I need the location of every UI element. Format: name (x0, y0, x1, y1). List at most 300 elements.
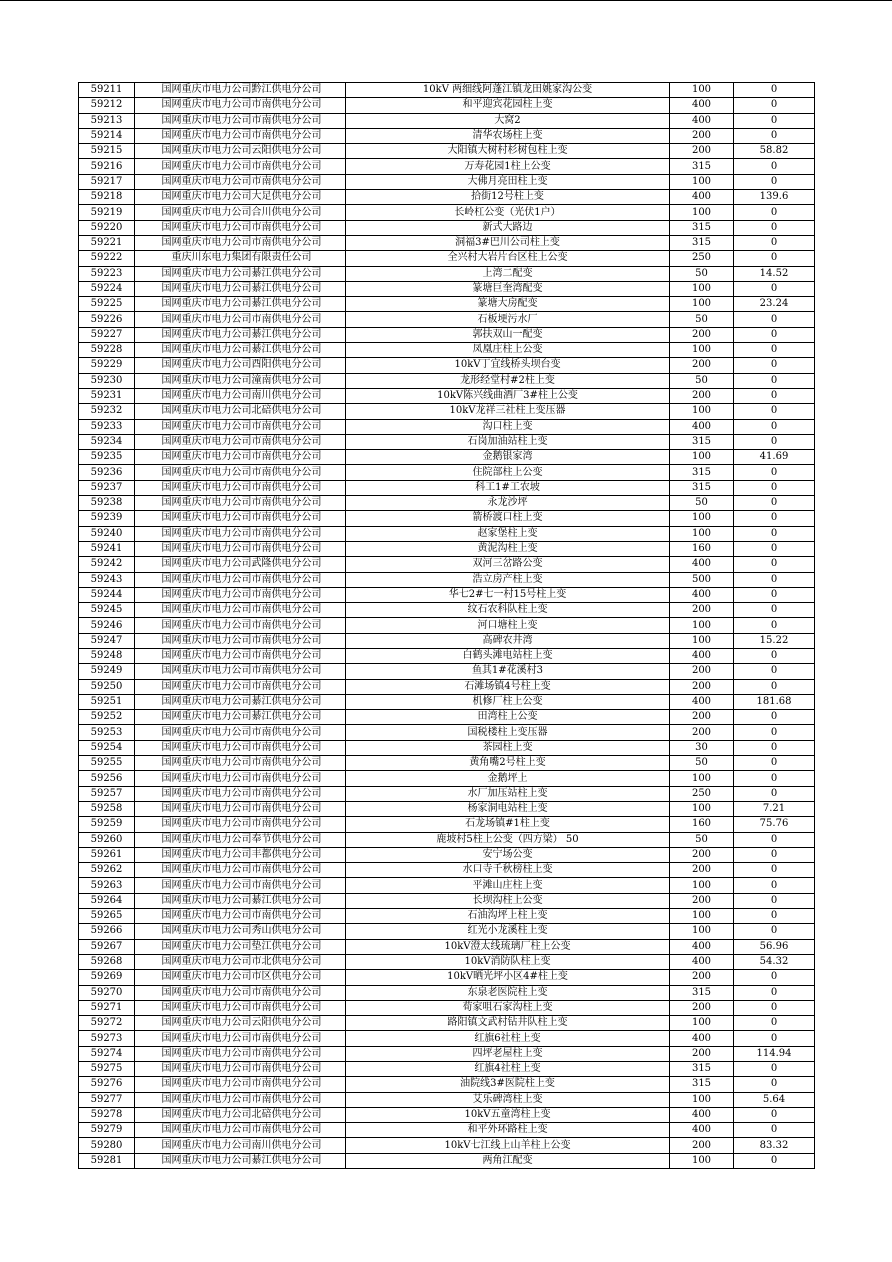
capacity-cell: 400 (670, 939, 734, 954)
value-cell: 0 (734, 251, 815, 266)
transformer-name-cell: 田湾柱上公变 (346, 710, 670, 725)
table-row (79, 1031, 815, 1046)
capacity-cell: 30 (670, 740, 734, 755)
capacity-cell: 200 (670, 1046, 734, 1061)
row-id-cell: 59273 (79, 1031, 135, 1046)
company-name-cell: 国网重庆市电力公司市南供电分公司 (135, 985, 346, 1000)
transformer-name-cell: 杨家洞电站柱上变 (346, 801, 670, 816)
row-id-cell: 59278 (79, 1107, 135, 1122)
table-row (79, 801, 815, 816)
transformer-name-cell: 路阳镇文武村钻井队柱上变 (346, 1016, 670, 1031)
table-row (79, 970, 815, 985)
capacity-cell: 200 (670, 1138, 734, 1153)
table-row (79, 557, 815, 572)
value-cell: 0 (734, 388, 815, 403)
company-name-cell: 国网重庆市电力公司大足供电分公司 (135, 190, 346, 205)
row-id-cell: 59267 (79, 939, 135, 954)
capacity-cell: 400 (670, 1031, 734, 1046)
company-name-cell: 国网重庆市电力公司市南供电分公司 (135, 725, 346, 740)
row-id-cell: 59213 (79, 113, 135, 128)
capacity-cell: 100 (670, 281, 734, 296)
value-cell: 0 (734, 970, 815, 985)
capacity-cell: 200 (670, 679, 734, 694)
value-cell: 0 (734, 664, 815, 679)
transformer-name-cell: 华七2#七一村15号柱上变 (346, 587, 670, 602)
table-row (79, 587, 815, 602)
capacity-cell: 200 (670, 128, 734, 143)
table-row (79, 924, 815, 939)
company-name-cell: 国网重庆市电力公司市南供电分公司 (135, 633, 346, 648)
capacity-cell: 100 (670, 909, 734, 924)
transformer-name-cell: 国税楼柱上变压器 (346, 725, 670, 740)
table-row (79, 771, 815, 786)
value-cell: 0 (734, 985, 815, 1000)
row-id-cell: 59233 (79, 419, 135, 434)
row-id-cell: 59224 (79, 281, 135, 296)
capacity-cell: 400 (670, 648, 734, 663)
transformer-name-cell: 全兴村大岩片台区柱上公变 (346, 251, 670, 266)
table-row (79, 1046, 815, 1061)
company-name-cell: 国网重庆市电力公司市南供电分公司 (135, 526, 346, 541)
transformer-name-cell: 篆塘大房配变 (346, 297, 670, 312)
transformer-name-cell: 住院部柱上公变 (346, 465, 670, 480)
company-name-cell: 国网重庆市电力公司市南供电分公司 (135, 450, 346, 465)
company-name-cell: 国网重庆市电力公司市南供电分公司 (135, 235, 346, 250)
value-cell: 0 (734, 1062, 815, 1077)
capacity-cell: 50 (670, 266, 734, 281)
capacity-cell: 400 (670, 190, 734, 205)
transformer-name-cell: 大窝2 (346, 113, 670, 128)
table-row (79, 1123, 815, 1138)
row-id-cell: 59254 (79, 740, 135, 755)
row-id-cell: 59246 (79, 618, 135, 633)
capacity-cell: 400 (670, 113, 734, 128)
company-name-cell: 国网重庆市电力公司合川供电分公司 (135, 205, 346, 220)
table-row (79, 526, 815, 541)
company-name-cell: 国网重庆市电力公司云阳供电分公司 (135, 1016, 346, 1031)
capacity-cell: 100 (670, 450, 734, 465)
transformer-name-cell: 石油沟坪上柱上变 (346, 909, 670, 924)
table-row (79, 281, 815, 296)
value-cell: 0 (734, 924, 815, 939)
row-id-cell: 59229 (79, 358, 135, 373)
company-name-cell: 国网重庆市电力公司市南供电分公司 (135, 480, 346, 495)
capacity-cell: 50 (670, 756, 734, 771)
company-name-cell: 国网重庆市电力公司綦江供电分公司 (135, 893, 346, 908)
transformer-name-cell: 石板埂污水厂 (346, 312, 670, 327)
value-cell: 0 (734, 557, 815, 572)
value-cell: 0 (734, 83, 815, 98)
transformer-name-cell: 纹石农科队柱上变 (346, 603, 670, 618)
table-row (79, 954, 815, 969)
company-name-cell: 国网重庆市电力公司市南供电分公司 (135, 863, 346, 878)
transformer-name-cell: 金鹅坪上 (346, 771, 670, 786)
capacity-cell: 50 (670, 312, 734, 327)
company-name-cell: 重庆川东电力集团有限责任公司 (135, 251, 346, 266)
capacity-cell: 100 (670, 511, 734, 526)
value-cell: 41.69 (734, 450, 815, 465)
capacity-cell: 100 (670, 618, 734, 633)
transformer-name-cell: 黄泥沟柱上变 (346, 541, 670, 556)
row-id-cell: 59276 (79, 1077, 135, 1092)
table-row (79, 817, 815, 832)
capacity-cell: 400 (670, 587, 734, 602)
company-name-cell: 国网重庆市电力公司市南供电分公司 (135, 771, 346, 786)
capacity-cell: 250 (670, 251, 734, 266)
value-cell: 0 (734, 419, 815, 434)
table-row (79, 159, 815, 174)
company-name-cell: 国网重庆市电力公司市南供电分公司 (135, 909, 346, 924)
transformer-name-cell: 红旗4社柱上变 (346, 1062, 670, 1077)
company-name-cell: 国网重庆市电力公司市南供电分公司 (135, 648, 346, 663)
capacity-cell: 400 (670, 694, 734, 709)
transformer-name-cell: 10kV晒光坪小区4#柱上变 (346, 970, 670, 985)
company-name-cell: 国网重庆市电力公司市南供电分公司 (135, 1000, 346, 1015)
row-id-cell: 59253 (79, 725, 135, 740)
row-id-cell: 59271 (79, 1000, 135, 1015)
capacity-cell: 100 (670, 343, 734, 358)
company-name-cell: 国网重庆市电力公司綦江供电分公司 (135, 327, 346, 342)
value-cell: 0 (734, 710, 815, 725)
table-row (79, 205, 815, 220)
transformer-name-cell: 高碑农井湾 (346, 633, 670, 648)
company-name-cell: 国网重庆市电力公司綦江供电分公司 (135, 710, 346, 725)
capacity-cell: 200 (670, 863, 734, 878)
row-id-cell: 59237 (79, 480, 135, 495)
value-cell: 0 (734, 1123, 815, 1138)
table-row (79, 511, 815, 526)
transformer-name-cell: 荀家咀石家沟柱上变 (346, 1000, 670, 1015)
row-id-cell: 59244 (79, 587, 135, 602)
value-cell: 0 (734, 648, 815, 663)
value-cell: 5.64 (734, 1092, 815, 1107)
row-id-cell: 59280 (79, 1138, 135, 1153)
table-row (79, 939, 815, 954)
company-name-cell: 国网重庆市电力公司丰都供电分公司 (135, 847, 346, 862)
company-name-cell: 国网重庆市电力公司市南供电分公司 (135, 740, 346, 755)
row-id-cell: 59252 (79, 710, 135, 725)
capacity-cell: 200 (670, 725, 734, 740)
table-row (79, 419, 815, 434)
table-row (79, 235, 815, 250)
transformer-name-cell: 安宁场公变 (346, 847, 670, 862)
value-cell: 0 (734, 205, 815, 220)
value-cell: 114.94 (734, 1046, 815, 1061)
value-cell: 0 (734, 786, 815, 801)
row-id-cell: 59212 (79, 98, 135, 113)
transformer-name-cell: 10kV 两细线阿蓬江镇龙田姚家沟公变 (346, 83, 670, 98)
transformer-name-cell: 白鹤头滩电站柱上变 (346, 648, 670, 663)
capacity-cell: 315 (670, 1062, 734, 1077)
row-id-cell: 59230 (79, 373, 135, 388)
company-name-cell: 国网重庆市电力公司武隆供电分公司 (135, 557, 346, 572)
transformer-name-cell: 10kV五童湾柱上变 (346, 1107, 670, 1122)
row-id-cell: 59269 (79, 970, 135, 985)
table-row (79, 1138, 815, 1153)
table-row (79, 480, 815, 495)
capacity-cell: 100 (670, 1016, 734, 1031)
row-id-cell: 59243 (79, 572, 135, 587)
capacity-cell: 200 (670, 388, 734, 403)
value-cell: 0 (734, 1077, 815, 1092)
table-row (79, 1062, 815, 1077)
table-row (79, 633, 815, 648)
table-row (79, 893, 815, 908)
row-id-cell: 59258 (79, 801, 135, 816)
transformer-name-cell: 和平外环路柱上变 (346, 1123, 670, 1138)
capacity-cell: 200 (670, 358, 734, 373)
value-cell: 23.24 (734, 297, 815, 312)
company-name-cell: 国网重庆市电力公司市南供电分公司 (135, 1031, 346, 1046)
table-row (79, 312, 815, 327)
row-id-cell: 59265 (79, 909, 135, 924)
value-cell: 0 (734, 174, 815, 189)
table-row (79, 373, 815, 388)
row-id-cell: 59264 (79, 893, 135, 908)
transformer-name-cell: 石岗加油站柱上变 (346, 434, 670, 449)
transformer-name-cell: 10kV消防队柱上变 (346, 954, 670, 969)
transformer-name-cell: 两角江配变 (346, 1153, 670, 1168)
row-id-cell: 59247 (79, 633, 135, 648)
row-id-cell: 59226 (79, 312, 135, 327)
transformer-name-cell: 拾街12号柱上变 (346, 190, 670, 205)
row-id-cell: 59262 (79, 863, 135, 878)
transformer-name-cell: 石龙场镇#1柱上变 (346, 817, 670, 832)
company-name-cell: 国网重庆市电力公司酉阳供电分公司 (135, 358, 346, 373)
capacity-cell: 160 (670, 541, 734, 556)
transformer-name-cell: 机修厂柱上公变 (346, 694, 670, 709)
capacity-cell: 315 (670, 434, 734, 449)
value-cell: 0 (734, 281, 815, 296)
row-id-cell: 59242 (79, 557, 135, 572)
company-name-cell: 国网重庆市电力公司綦江供电分公司 (135, 1153, 346, 1168)
row-id-cell: 59268 (79, 954, 135, 969)
transformer-name-cell: 10kV澄太线琉璃厂柱上公变 (346, 939, 670, 954)
capacity-cell: 400 (670, 954, 734, 969)
company-name-cell: 国网重庆市电力公司南川供电分公司 (135, 1138, 346, 1153)
value-cell: 0 (734, 847, 815, 862)
transformer-name-cell: 篆塘巨奎湾配变 (346, 281, 670, 296)
company-name-cell: 国网重庆市电力公司市南供电分公司 (135, 496, 346, 511)
transformer-name-cell: 万寿花园1柱上公变 (346, 159, 670, 174)
transformer-name-cell: 石滩场镇4号柱上变 (346, 679, 670, 694)
table-row (79, 1153, 815, 1168)
transformer-name-cell: 鹿坡村5柱上公变（四方梁） 50 (346, 832, 670, 847)
table-row (79, 1016, 815, 1031)
transformer-name-cell: 四坪老屋柱上变 (346, 1046, 670, 1061)
capacity-cell: 200 (670, 603, 734, 618)
capacity-cell: 200 (670, 327, 734, 342)
company-name-cell: 国网重庆市电力公司市南供电分公司 (135, 1077, 346, 1092)
company-name-cell: 国网重庆市电力公司市南供电分公司 (135, 465, 346, 480)
capacity-cell: 400 (670, 1123, 734, 1138)
transformer-name-cell: 凤凰庄柱上公变 (346, 343, 670, 358)
capacity-cell: 100 (670, 924, 734, 939)
company-name-cell: 国网重庆市电力公司市南供电分公司 (135, 312, 346, 327)
table-row (79, 832, 815, 847)
capacity-cell: 100 (670, 771, 734, 786)
value-cell: 0 (734, 480, 815, 495)
row-id-cell: 59216 (79, 159, 135, 174)
value-cell: 0 (734, 756, 815, 771)
transformer-name-cell: 鱼其1#花溪村3 (346, 664, 670, 679)
transformer-name-cell: 河口塘柱上变 (346, 618, 670, 633)
capacity-cell: 315 (670, 985, 734, 1000)
capacity-cell: 100 (670, 1092, 734, 1107)
transformer-name-cell: 油院线3#医院柱上变 (346, 1077, 670, 1092)
company-name-cell: 国网重庆市电力公司市南供电分公司 (135, 1062, 346, 1077)
value-cell: 15.22 (734, 633, 815, 648)
capacity-cell: 100 (670, 297, 734, 312)
capacity-cell: 200 (670, 144, 734, 159)
row-id-cell: 59270 (79, 985, 135, 1000)
value-cell: 0 (734, 404, 815, 419)
capacity-cell: 50 (670, 373, 734, 388)
table-row (79, 847, 815, 862)
table-row (79, 98, 815, 113)
table-row (79, 786, 815, 801)
row-id-cell: 59238 (79, 496, 135, 511)
row-id-cell: 59231 (79, 388, 135, 403)
row-id-cell: 59214 (79, 128, 135, 143)
company-name-cell: 国网重庆市电力公司市南供电分公司 (135, 603, 346, 618)
transformer-name-cell: 金鹅银家湾 (346, 450, 670, 465)
transformer-name-cell: 和平迎宾花园柱上变 (346, 98, 670, 113)
table-row (79, 358, 815, 373)
capacity-cell: 400 (670, 419, 734, 434)
company-name-cell: 国网重庆市电力公司市南供电分公司 (135, 817, 346, 832)
row-id-cell: 59274 (79, 1046, 135, 1061)
company-name-cell: 国网重庆市电力公司市南供电分公司 (135, 587, 346, 602)
capacity-cell: 200 (670, 893, 734, 908)
value-cell: 0 (734, 98, 815, 113)
table-row (79, 756, 815, 771)
row-id-cell: 59219 (79, 205, 135, 220)
company-name-cell: 国网重庆市电力公司市南供电分公司 (135, 679, 346, 694)
transformer-name-cell: 浩立房产柱上变 (346, 572, 670, 587)
transformer-name-cell: 10kV七江线上山羊柱上公变 (346, 1138, 670, 1153)
company-name-cell: 国网重庆市电力公司市南供电分公司 (135, 1046, 346, 1061)
company-name-cell: 国网重庆市电力公司市南供电分公司 (135, 174, 346, 189)
company-name-cell: 国网重庆市电力公司綦江供电分公司 (135, 297, 346, 312)
transformer-name-cell: 长坝沟柱上公变 (346, 893, 670, 908)
value-cell: 0 (734, 1000, 815, 1015)
table-row (79, 113, 815, 128)
value-cell: 0 (734, 1016, 815, 1031)
table-body (79, 83, 815, 1169)
company-name-cell: 国网重庆市电力公司北碚供电分公司 (135, 404, 346, 419)
value-cell: 0 (734, 159, 815, 174)
company-name-cell: 国网重庆市电力公司綦江供电分公司 (135, 343, 346, 358)
table-row (79, 572, 815, 587)
table-row (79, 740, 815, 755)
row-id-cell: 59227 (79, 327, 135, 342)
capacity-cell: 100 (670, 83, 734, 98)
value-cell: 0 (734, 771, 815, 786)
company-name-cell: 国网重庆市电力公司市南供电分公司 (135, 756, 346, 771)
value-cell: 0 (734, 679, 815, 694)
transformer-name-cell: 大阳镇大树村杉树包柱上变 (346, 144, 670, 159)
company-name-cell: 国网重庆市电力公司垫江供电分公司 (135, 939, 346, 954)
transformer-name-cell: 平滩山庄柱上变 (346, 878, 670, 893)
transformer-name-cell: 东泉老医院柱上变 (346, 985, 670, 1000)
row-id-cell: 59245 (79, 603, 135, 618)
value-cell: 0 (734, 1153, 815, 1168)
company-name-cell: 国网重庆市电力公司市区供电分公司 (135, 970, 346, 985)
value-cell: 0 (734, 235, 815, 250)
table-row (79, 434, 815, 449)
transformer-name-cell: 箭桥渡口柱上变 (346, 511, 670, 526)
value-cell: 56.96 (734, 939, 815, 954)
value-cell: 0 (734, 893, 815, 908)
company-name-cell: 国网重庆市电力公司市南供电分公司 (135, 786, 346, 801)
company-name-cell: 国网重庆市电力公司綦江供电分公司 (135, 694, 346, 709)
capacity-cell: 100 (670, 526, 734, 541)
row-id-cell: 59250 (79, 679, 135, 694)
transformer-name-cell: 水口寺千秋榜柱上变 (346, 863, 670, 878)
row-id-cell: 59251 (79, 694, 135, 709)
table-row (79, 1000, 815, 1015)
value-cell: 0 (734, 496, 815, 511)
capacity-cell: 200 (670, 970, 734, 985)
company-name-cell: 国网重庆市电力公司南川供电分公司 (135, 388, 346, 403)
row-id-cell: 59218 (79, 190, 135, 205)
row-id-cell: 59240 (79, 526, 135, 541)
capacity-cell: 100 (670, 878, 734, 893)
row-id-cell: 59241 (79, 541, 135, 556)
table-row (79, 1107, 815, 1122)
page-top-border (0, 0, 892, 1)
transformer-name-cell: 郭扶双山一配变 (346, 327, 670, 342)
table-row (79, 648, 815, 663)
value-cell: 0 (734, 618, 815, 633)
company-name-cell: 国网重庆市电力公司市南供电分公司 (135, 98, 346, 113)
row-id-cell: 59234 (79, 434, 135, 449)
row-id-cell: 59281 (79, 1153, 135, 1168)
capacity-cell: 315 (670, 235, 734, 250)
value-cell: 0 (734, 541, 815, 556)
table-row (79, 190, 815, 205)
capacity-cell: 315 (670, 1077, 734, 1092)
value-cell: 0 (734, 603, 815, 618)
transformer-name-cell: 10kV龙祥三社柱上变压器 (346, 404, 670, 419)
value-cell: 0 (734, 1107, 815, 1122)
table-row (79, 909, 815, 924)
company-name-cell: 国网重庆市电力公司市南供电分公司 (135, 511, 346, 526)
value-cell: 58.82 (734, 144, 815, 159)
table-row (79, 343, 815, 358)
company-name-cell: 国网重庆市电力公司奉节供电分公司 (135, 832, 346, 847)
transformer-name-cell: 黄角嘴2号柱上变 (346, 756, 670, 771)
transformer-name-cell: 科工1#工农坡 (346, 480, 670, 495)
value-cell: 0 (734, 465, 815, 480)
row-id-cell: 59223 (79, 266, 135, 281)
row-id-cell: 59248 (79, 648, 135, 663)
company-name-cell: 国网重庆市电力公司市南供电分公司 (135, 664, 346, 679)
row-id-cell: 59221 (79, 235, 135, 250)
transformer-name-cell: 红旗6社柱上变 (346, 1031, 670, 1046)
value-cell: 0 (734, 220, 815, 235)
row-id-cell: 59235 (79, 450, 135, 465)
value-cell: 0 (734, 113, 815, 128)
transformer-name-cell: 艾乐碑湾柱上变 (346, 1092, 670, 1107)
table-row (79, 679, 815, 694)
row-id-cell: 59257 (79, 786, 135, 801)
company-name-cell: 国网重庆市电力公司市南供电分公司 (135, 128, 346, 143)
company-name-cell: 国网重庆市电力公司市南供电分公司 (135, 541, 346, 556)
company-name-cell: 国网重庆市电力公司市南供电分公司 (135, 159, 346, 174)
row-id-cell: 59277 (79, 1092, 135, 1107)
